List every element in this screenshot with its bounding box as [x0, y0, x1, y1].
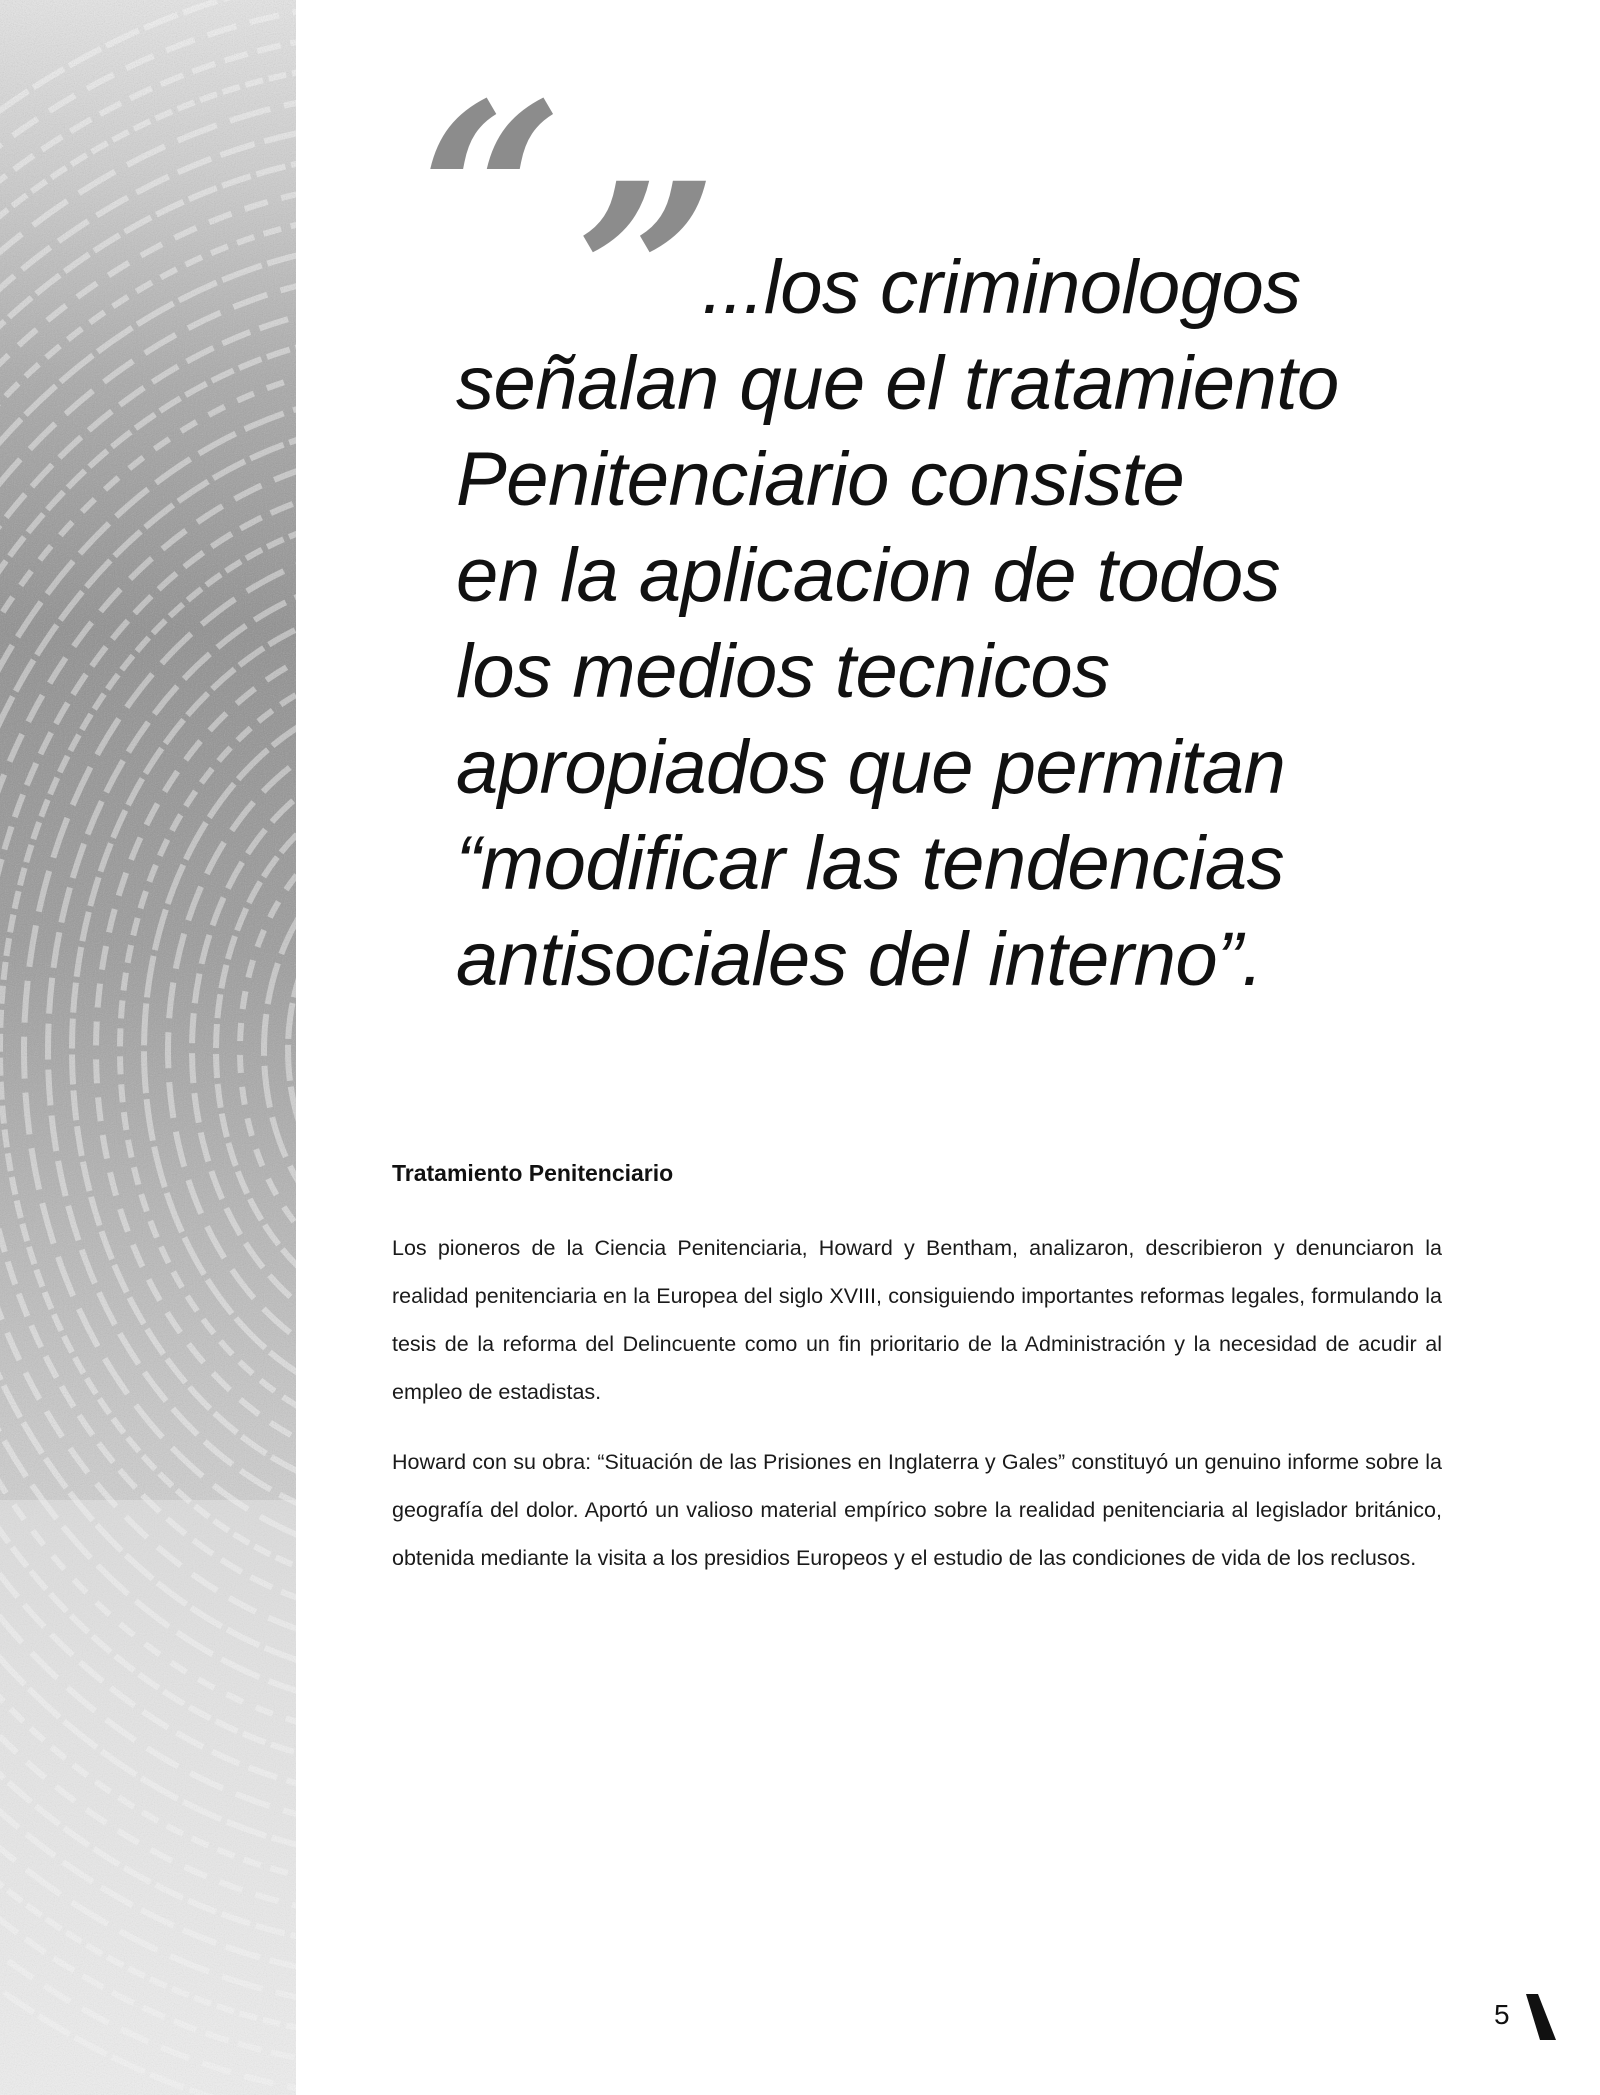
- pull-quote-line: apropiados que permitan: [456, 725, 1286, 810]
- pull-quote-line: los medios tecnicos: [456, 629, 1110, 714]
- fingerprint-image: [0, 0, 296, 2095]
- section-title: Tratamiento Penitenciario: [392, 1160, 674, 1186]
- body-paragraph: Howard con su obra: “Situación de las Prisiones en Inglaterra y Gales” constituyó un genuino informe sobre la geografía del dolor. Aportó un valioso material empírico sobre la realidad penitenciaria al legislador británico, obtenida mediante la visita a los presidios Europeos y el estudio de las condiciones de vida de los reclusos.: [392, 1450, 1442, 1570]
- pull-quote-line: “modificar las tendencias: [456, 821, 1285, 906]
- pull-quote-line: ...los criminologos: [702, 245, 1301, 330]
- pull-quote: [456, 240, 1466, 1008]
- open-quote-icon: “: [420, 48, 554, 342]
- pull-quote-line: señalan que el tratamiento: [456, 341, 1339, 426]
- pull-quote-line: Penitenciario consiste: [456, 437, 1185, 522]
- body-paragraph: Los pioneros de la Ciencia Penitenciaria, Howard y Bentham, analizaron, describieron y denunciaron la realidad penitenciaria en la Europea del siglo XVIII, consiguiendo importantes reformas legales, formulando la tesis de la reforma del Delincuente como un fin prioritario de la Administración y la necesidad de acudir al empleo de estadistas.: [392, 1236, 1442, 1404]
- page-number: 5: [1494, 1999, 1510, 2030]
- page-corner-mark-icon: [1526, 1994, 1556, 2040]
- fingerprint-texture: [0, 0, 296, 2095]
- pull-quote-line: en la aplicacion de todos: [456, 533, 1281, 618]
- close-quote-icon: ”: [575, 128, 709, 422]
- pull-quote-line: antisociales del interno”.: [456, 917, 1263, 1002]
